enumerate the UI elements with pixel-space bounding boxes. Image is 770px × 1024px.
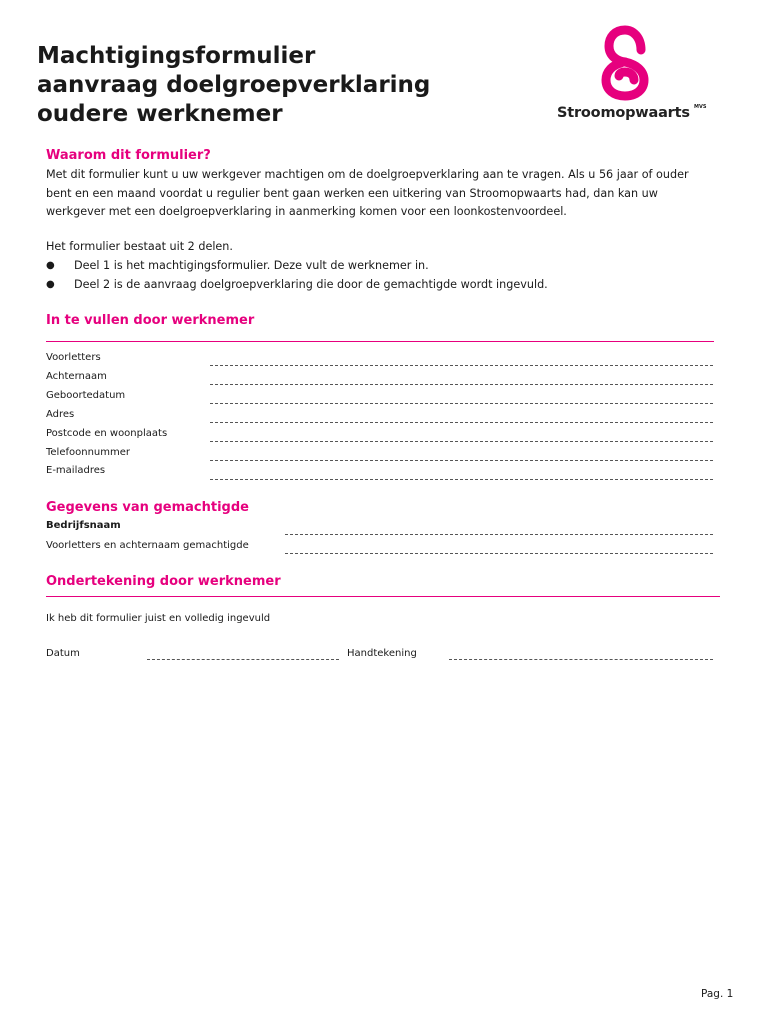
list-item [46, 276, 646, 295]
page-number: Pag. 1 [701, 988, 734, 1000]
surname-field[interactable] [210, 384, 713, 385]
signature-heading: Ondertekening door werknemer [46, 574, 281, 589]
field-label-date: Datum [46, 648, 80, 659]
stroomopwaarts-logo [555, 24, 715, 124]
company-field[interactable] [285, 534, 713, 535]
intro-heading: Waarom dit formulier? [46, 148, 211, 163]
bullet-icon: ● [46, 260, 55, 271]
field-label-company: Bedrijfsnaam [46, 520, 121, 531]
logo-wordmark: Stroomopwaarts [557, 105, 690, 121]
field-label-phone: Telefoonnummer [46, 447, 131, 458]
parts-intro: Het formulier bestaat uit 2 delen. [46, 240, 233, 253]
authorized-name-field[interactable] [285, 553, 713, 554]
postcode-field[interactable] [210, 441, 713, 442]
employee-heading: In te vullen door werknemer [46, 313, 255, 328]
authorized-heading: Gegevens van gemachtigde [46, 500, 249, 515]
part-1-text: Deel 1 is het machtigingsformulier. Deze vult de werknemer in. [74, 259, 429, 272]
field-label-postcode: Postcode en woonplaats [46, 428, 168, 439]
statement-text: Ik heb dit formulier juist en volledig ingevuld [46, 613, 271, 624]
field-label-birthdate: Geboortedatum [46, 390, 126, 401]
document-title [37, 42, 537, 129]
phone-field[interactable] [210, 460, 713, 461]
bullet-icon: ● [46, 278, 55, 290]
intro-line: bent en een maand voordat u regulier bent gaan werken een uitkering van Stroomopwaarts had, dan kan uw [46, 186, 658, 200]
section-divider [46, 341, 714, 342]
field-label-email: E-mailadres [46, 465, 106, 476]
field-label-initials: Voorletters [46, 352, 101, 363]
intro-paragraph [46, 166, 689, 222]
initials-field[interactable] [210, 365, 713, 366]
field-label-surname: Achternaam [46, 371, 107, 382]
date-field[interactable] [147, 659, 339, 660]
field-label-signature: Handtekening [347, 648, 417, 659]
email-field[interactable] [210, 479, 713, 480]
signature-field[interactable] [449, 659, 713, 660]
part-2-text: Deel 2 is de aanvraag doelgroepverklaring die door de gemachtigde wordt ingevuld. [74, 277, 548, 291]
logo-mark-icon [555, 24, 715, 104]
title-line-2: aanvraag doelgroepverklaring [37, 72, 431, 98]
intro-line: Met dit formulier kunt u uw werkgever machtigen om de doelgroepverklaring aan te vragen. Als u 56 jaar of ouder [46, 168, 689, 181]
address-field[interactable] [210, 422, 713, 423]
parts-list [46, 257, 646, 294]
section-divider [46, 596, 720, 597]
birthdate-field[interactable] [210, 403, 713, 404]
logo-suffix: MVS [694, 104, 707, 110]
list-item [46, 257, 646, 276]
title-line-3: oudere werknemer [37, 101, 283, 127]
intro-line: werkgever met een doelgroepverklaring in aanmerking komen voor een loonkostenvoordeel. [46, 205, 567, 218]
title-line-1: Machtigingsformulier [37, 43, 316, 69]
field-label-authorized-name: Voorletters en achternaam gemachtigde [46, 540, 249, 551]
field-label-address: Adres [46, 409, 75, 420]
